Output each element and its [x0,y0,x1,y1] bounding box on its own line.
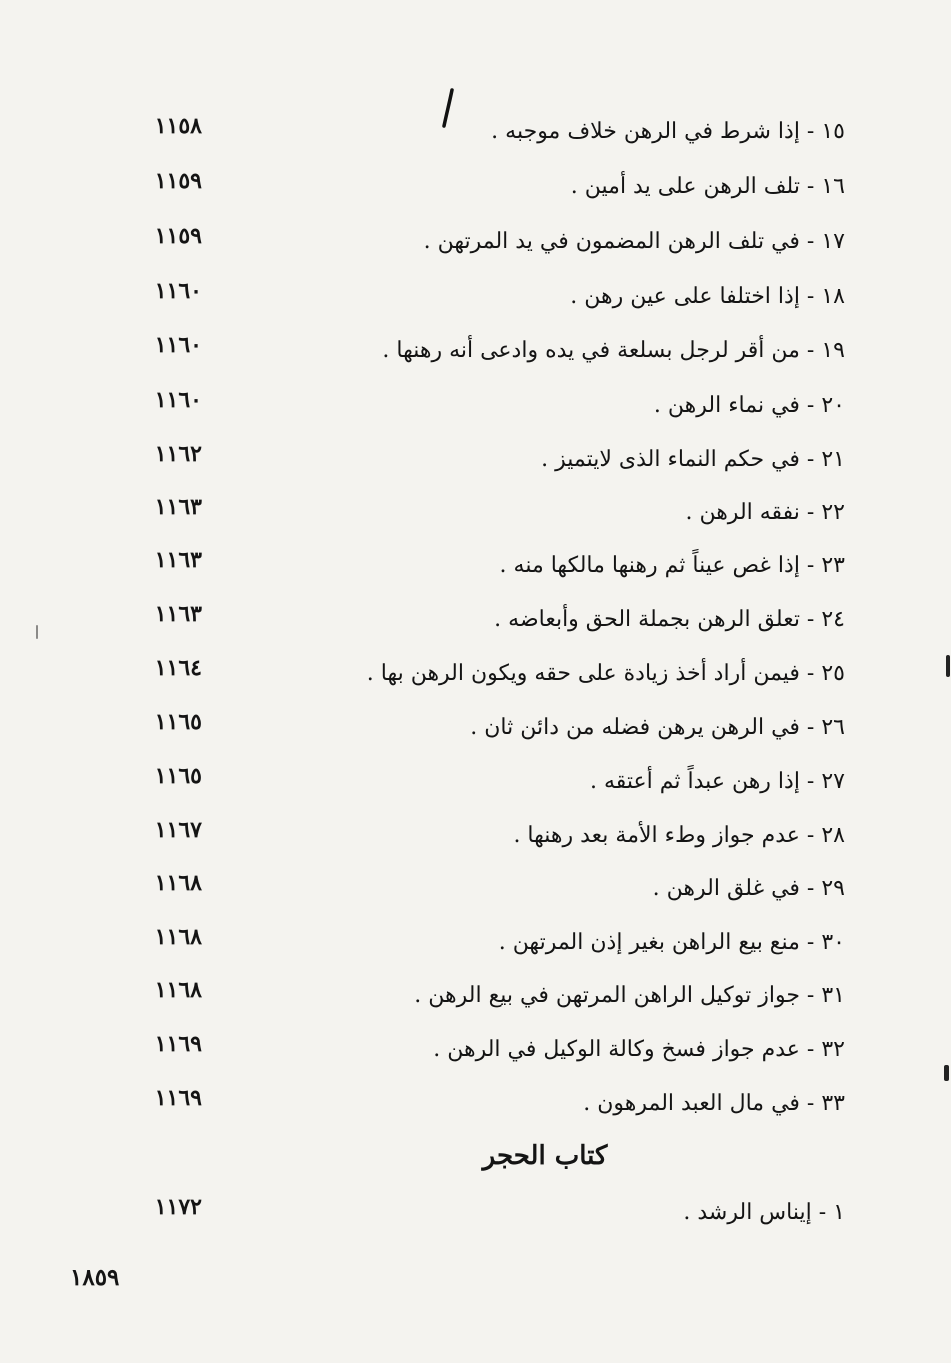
toc-entry-25 [100,654,845,694]
toc-entry-title: ٢٤ - تعلق الرهن بجملة الحق وأبعاضه . [494,607,845,632]
toc-entry-title: ٢٣ - إذا غص عيناً ثم رهنها مالكها منه . [499,553,845,578]
toc-entry-title: ١٩ - من أقر لرجل بسلعة في يده وادعى أنه رهنها . [382,338,845,363]
toc-entry-page: ١١٦٩ [154,1031,202,1057]
toc-entry-19 [100,331,845,371]
toc-entry-title: ٣٠ - منع بيع الراهن بغير إذن المرتهن . [498,930,845,955]
toc-entry-title: ٢١ - في حكم النماء الذى لايتميز . [541,447,845,472]
toc-entry-page: ١١٦٨ [154,870,202,896]
page-number: ١٨٥٩ [70,1264,120,1291]
toc-section-entry-1 [100,1193,845,1233]
toc-entry-title: ١٥ - إذا شرط في الرهن خلاف موجبه . [491,119,845,144]
scan-speck [36,625,38,639]
toc-entry-title: ٢٨ - عدم جواز وطء الأمة بعد رهنها . [513,823,845,848]
toc-entry-page: ١١٥٩ [154,223,202,249]
toc-entry-22 [100,493,845,533]
toc-entry-title: ١٧ - في تلف الرهن المضمون في يد المرتهن . [423,229,845,254]
toc-entry-16 [100,167,845,207]
scan-speck [944,1065,949,1081]
toc-entry-page: ١١٦٨ [154,924,202,950]
toc-entry-21 [100,440,845,480]
toc-entry-page: ١١٥٩ [154,168,202,194]
toc-entry-title: ٢٢ - نفقه الرهن . [685,500,845,525]
toc-entry-title: ٣٢ - عدم جواز فسخ وكالة الوكيل في الرهن . [433,1037,845,1062]
toc-entry-title: ٢٩ - في غلق الرهن . [652,876,845,901]
toc-entry-26 [100,708,845,748]
toc-entry-page: ١١٦٥ [154,763,202,789]
toc-entry-title: ٣٣ - في مال العبد المرهون . [583,1091,845,1116]
scan-speck [946,655,950,677]
section-heading: كتاب الحجر [482,1141,608,1171]
toc-entry-18 [100,277,845,317]
toc-entry-page: ١١٦٨ [154,977,202,1003]
toc-entry-29 [100,869,845,909]
toc-entry-title: ١٦ - تلف الرهن على يد أمين . [570,174,845,199]
toc-entry-page: ١١٦٠ [154,387,202,413]
toc-entry-page: ١١٦٠ [154,278,202,304]
toc-entry-17 [100,222,845,262]
toc-entry-page: ١١٦٠ [154,332,202,358]
toc-entry-page: ١١٦٣ [154,601,202,627]
toc-entry-31 [100,976,845,1016]
toc-entry-32 [100,1030,845,1070]
toc-entry-33 [100,1084,845,1124]
toc-entry-page: ١١٦٥ [154,709,202,735]
toc-entry-page: ١١٦٤ [154,655,202,681]
toc-entry-title: ٢٥ - فيمن أراد أخذ زيادة على حقه ويكون الرهن بها . [366,661,845,686]
toc-entry-30 [100,923,845,963]
toc-entry-title: ١٨ - إذا اختلفا على عين رهن . [570,284,845,309]
toc-entry-page: ١١٧٢ [154,1194,202,1220]
toc-entry-27 [100,762,845,802]
toc-entry-20 [100,386,845,426]
toc-entry-page: ١١٦٢ [154,441,202,467]
toc-entry-page: ١١٦٣ [154,494,202,520]
toc-entry-15 [100,112,845,152]
toc-entry-title: ٢٧ - إذا رهن عبداً ثم أعتقه . [589,769,845,794]
toc-entry-24 [100,600,845,640]
toc-entry-page: ١١٥٨ [154,113,202,139]
toc-entry-28 [100,816,845,856]
toc-entry-page: ١١٦٣ [154,547,202,573]
toc-entry-page: ١١٦٧ [154,817,202,843]
toc-entry-page: ١١٦٩ [154,1085,202,1111]
toc-entry-title: ١ - إيناس الرشد . [683,1200,845,1225]
toc-entry-title: ٢٠ - في نماء الرهن . [653,393,845,418]
toc-entry-title: ٢٦ - في الرهن يرهن فضله من دائن ثان . [470,715,845,740]
toc-entry-title: ٣١ - جواز توكيل الراهن المرتهن في بيع الرهن . [414,983,845,1008]
toc-entry-23 [100,546,845,586]
